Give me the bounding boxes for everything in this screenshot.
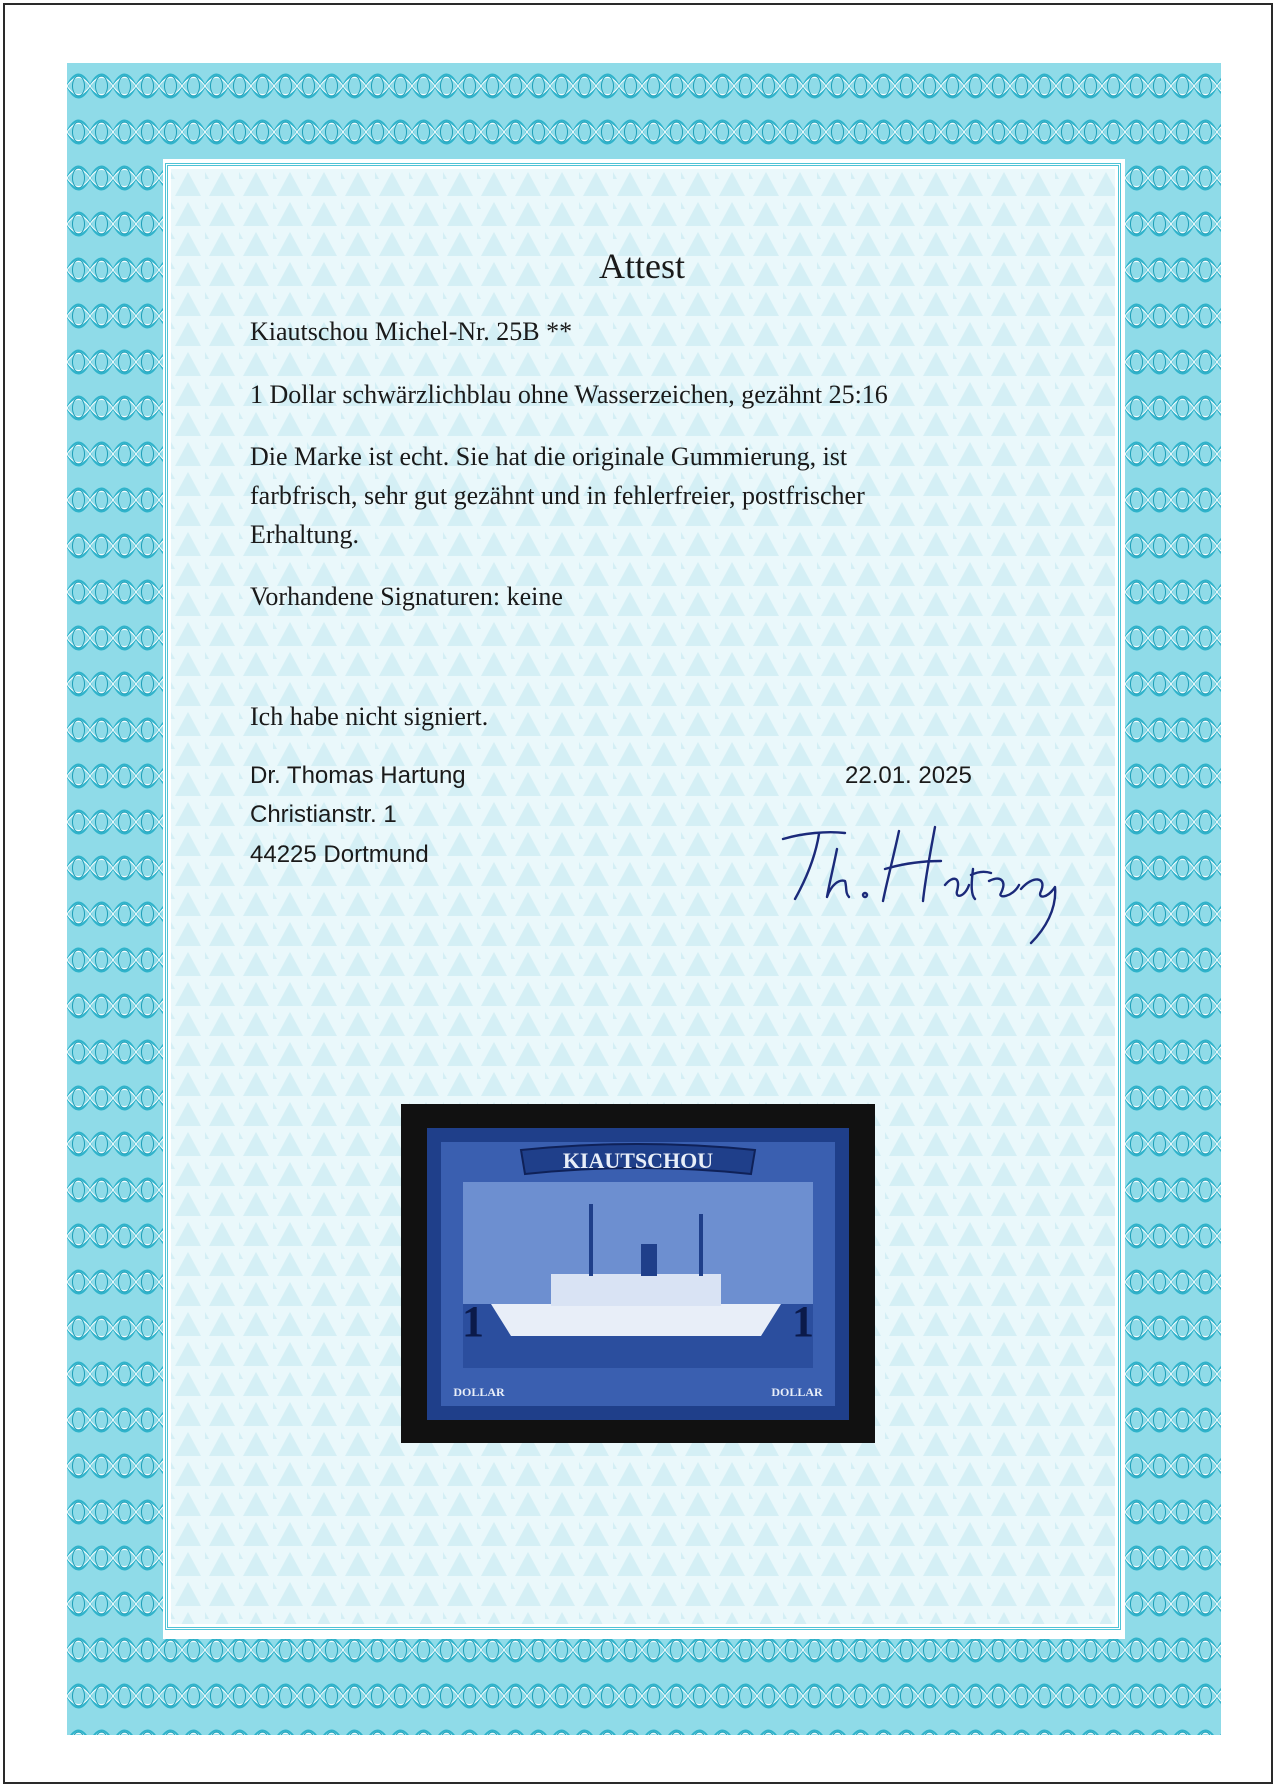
signatures-line: Vorhandene Signaturen: keine — [250, 582, 563, 611]
stamp-currency-right: DOLLAR — [771, 1385, 823, 1399]
assessment-line-1: Die Marke ist echt. Sie hat die originale Gummierung, ist — [250, 442, 848, 471]
stamp-currency-left: DOLLAR — [453, 1385, 505, 1399]
ship-stamp-image — [401, 1104, 875, 1443]
not-signed-line: Ich habe nicht signiert. — [250, 702, 489, 731]
certificate-date: 22.01. 2025 — [845, 762, 972, 789]
stamp-country-label: KIAUTSCHOU — [562, 1148, 714, 1173]
expert-name: Dr. Thomas Hartung — [250, 762, 466, 789]
expert-city: 44225 Dortmund — [250, 841, 429, 868]
handwritten-signature-icon — [775, 819, 1075, 949]
certificate-page — [3, 3, 1273, 1784]
assessment-line-2: farbfrisch, sehr gut gezähnt und in fehlerfreier, postfrischer — [250, 481, 865, 510]
stamp-item-line: Kiautschou Michel-Nr. 25B ** — [250, 317, 573, 346]
stamp-value-left: 1 — [462, 1297, 484, 1346]
stamp-description-line: 1 Dollar schwärzlichblau ohne Wasserzeichen, gezähnt 25:16 — [250, 380, 888, 409]
stamp-value-right: 1 — [792, 1297, 814, 1346]
certificate-title: Attest — [599, 246, 685, 286]
expert-street: Christianstr. 1 — [250, 801, 397, 828]
assessment-line-3: Erhaltung. — [250, 520, 360, 549]
